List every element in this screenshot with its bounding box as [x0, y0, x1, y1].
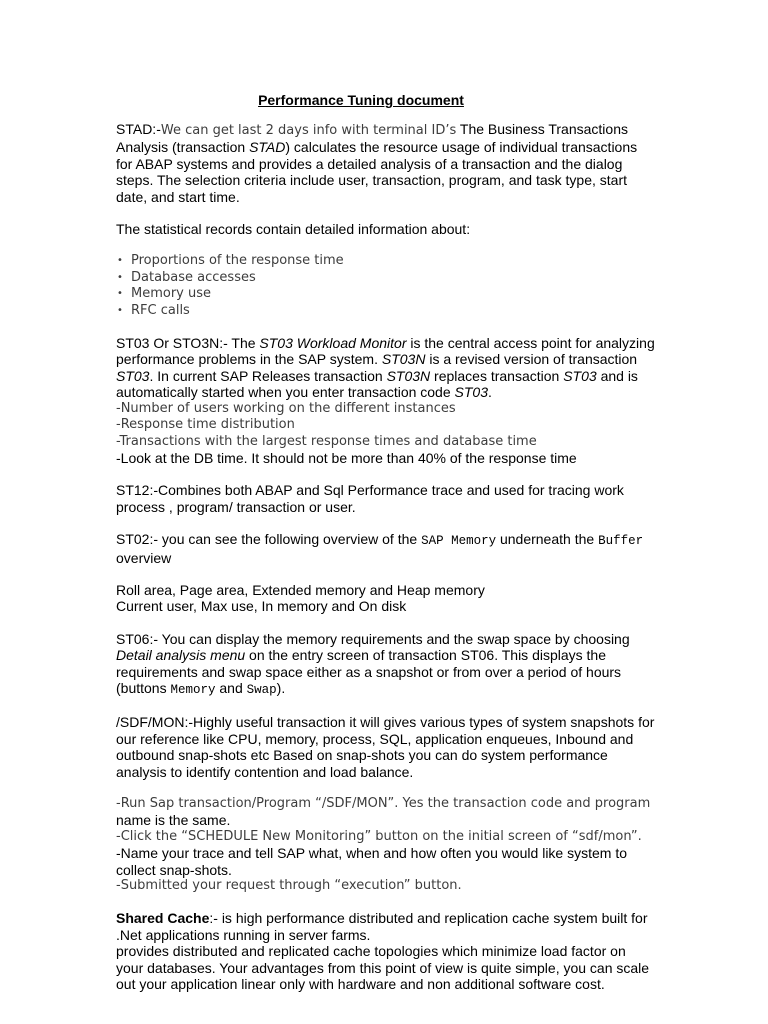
sdf-step: -Click the “SCHEDULE New Monitoring” button on the initial screen of “sdf/mon”.	[116, 828, 642, 844]
sdf-step: -Submitted your request through “execution” button.	[116, 878, 462, 894]
list-item: • Proportions of the response time	[116, 253, 656, 269]
stad-paragraph: STAD:-We can get last 2 days info with terminal ID’s The Business Transactions Analysis (transaction STAD) calculates the resource usage of individual transactions for ABAP systems and provides a detailed analysis of a transaction and the dialog steps. The selection criteria include user, transaction, program, and task type, start date, and start time.	[116, 121, 638, 205]
memory-line: Roll area, Page area, Extended memory and Heap memory	[116, 581, 485, 598]
st03-line: -Look at the DB time. It should not be more than 40% of the response time	[116, 449, 577, 466]
sdfmon-paragraph: /SDF/MON:-Highly useful transaction it will gives various types of system snapshots for our reference like CPU, memory, process, SQL, application enqueues, Inbound and outbound snap-shots etc Based on snap-shots you can do system performance analysis to identify contention and load balance.	[116, 714, 655, 780]
st02-paragraph: ST02:- you can see the following overview of the SAP Memory underneath the Buffer overview	[116, 531, 644, 566]
document-body	[116, 121, 656, 992]
list-item: • RFC calls	[116, 303, 656, 319]
stad-label: STAD:-	[116, 121, 161, 137]
sdf-step: name is the same.	[116, 812, 231, 829]
statistical-list	[116, 253, 656, 319]
sdf-step: -Run Sap transaction/Program “/SDF/MON”. Yes the transaction code and program	[116, 796, 651, 811]
st03-paragraph: ST03 Or STO3N:- The ST03 Workload Monitor is the central access point for analyzing performance problems in the SAP system. ST03N is a revised version of transaction ST03. In current SAP Releases transaction ST03N replaces transaction ST03 and is automatically started when you enter transaction code ST03.	[116, 335, 655, 401]
shared-cache-label: Shared Cache	[116, 910, 210, 927]
statistical-intro: The statistical records contain detailed information about:	[116, 221, 471, 238]
list-item: • Memory use	[116, 286, 656, 302]
memory-line: Current user, Max use, In memory and On disk	[116, 598, 407, 615]
stad-note: We can get last 2 days info with terminal ID’s	[160, 123, 457, 138]
shared-cache-paragraph: Shared Cache:- is high performance distributed and replication cache system built for .Net applications running in server farms.	[116, 910, 648, 943]
st03-line: -Number of users working on the different instances	[116, 400, 456, 416]
st06-paragraph: ST06:- You can display the memory requirements and the swap space by choosing Detail analysis menu on the entry screen of transaction ST06. This displays the requirements and swap space either as a snapshot or from over a period of hours (buttons Memory and Swap).	[116, 630, 630, 697]
list-item: • Database accesses	[116, 270, 656, 286]
document-title: Performance Tuning document	[258, 92, 464, 108]
st03-line: -Response time distribution	[116, 417, 295, 433]
sdf-step: -Name your trace and tell SAP what, when and how often you would like system to collect snap-shots.	[116, 845, 628, 878]
shared-cache-paragraph-2: provides distributed and replicated cache topologies which minimize load factor on your databases. Your advantages from this point of view is quite simple, you can scale out your application linear only with hardware and non additional software cost.	[116, 943, 650, 993]
st03-line: -Transactions with the largest response times and database time	[116, 433, 537, 449]
st12-paragraph: ST12:-Combines both ABAP and Sql Performance trace and used for tracing work process , program/ transaction or user.	[116, 482, 624, 515]
